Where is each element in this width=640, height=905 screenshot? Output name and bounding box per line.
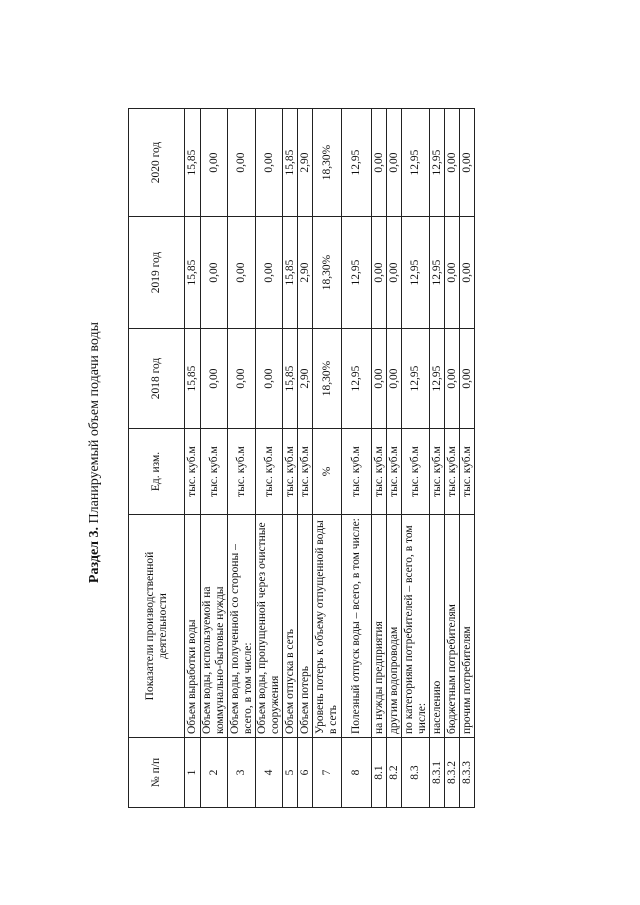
col-header-2018: 2018 год <box>129 329 185 429</box>
section-title-number: Раздел 3. <box>87 526 102 584</box>
row-number: 3 <box>228 738 256 808</box>
table-body <box>185 109 475 808</box>
row-value-2019: 2,90 <box>298 217 313 329</box>
row-number: 7 <box>313 738 342 808</box>
table-row <box>402 109 430 808</box>
row-value-2018: 0,00 <box>387 329 402 429</box>
row-value-2018: 0,00 <box>372 329 387 429</box>
table-row <box>228 109 256 808</box>
table-row <box>256 109 283 808</box>
row-value-2020: 12,95 <box>430 109 445 217</box>
col-header-name: Показатели производственной деятельности <box>129 515 185 738</box>
row-value-2018: 15,85 <box>185 329 201 429</box>
row-value-2018: 18,30% <box>313 329 342 429</box>
row-indicator-name: Уровень потерь к объему отпущенной воды в сеть <box>313 515 342 738</box>
row-value-2020: 0,00 <box>460 109 475 217</box>
table-row <box>185 109 201 808</box>
row-number: 8 <box>342 738 372 808</box>
row-value-2020: 2,90 <box>298 109 313 217</box>
row-value-2019: 15,85 <box>185 217 201 329</box>
row-indicator-name: населению <box>430 515 445 738</box>
row-indicator-name: Объем воды, используемой на коммунально-бытовые нужды <box>201 515 228 738</box>
table-row <box>430 109 445 808</box>
table-row <box>283 109 298 808</box>
row-value-2020: 0,00 <box>387 109 402 217</box>
row-value-2020: 12,95 <box>342 109 372 217</box>
row-unit: тыс. куб.м <box>430 429 445 515</box>
col-header-2019: 2019 год <box>129 217 185 329</box>
row-value-2020: 0,00 <box>445 109 460 217</box>
row-unit: тыс. куб.м <box>460 429 475 515</box>
row-unit: тыс. куб.м <box>387 429 402 515</box>
row-indicator-name: по категориям потребителей – всего, в том числе: <box>402 515 430 738</box>
table-header-row <box>129 109 185 808</box>
row-number: 8.1 <box>372 738 387 808</box>
row-value-2018: 12,95 <box>402 329 430 429</box>
row-unit: тыс. куб.м <box>228 429 256 515</box>
row-number: 1 <box>185 738 201 808</box>
row-value-2020: 0,00 <box>372 109 387 217</box>
row-indicator-name: Объем потерь <box>298 515 313 738</box>
row-indicator-name: на нужды предприятия <box>372 515 387 738</box>
row-number: 8.3.3 <box>460 738 475 808</box>
row-value-2020: 15,85 <box>283 109 298 217</box>
row-value-2020: 0,00 <box>201 109 228 217</box>
row-indicator-name: Объем отпуска в сеть <box>283 515 298 738</box>
row-indicator-name: другим водопроводам <box>387 515 402 738</box>
row-value-2018: 12,95 <box>342 329 372 429</box>
row-number: 8.3.1 <box>430 738 445 808</box>
row-indicator-name: Объем воды, пропущенной через очистные сооружения <box>256 515 283 738</box>
row-value-2019: 12,95 <box>402 217 430 329</box>
row-indicator-name: бюджетным потребителям <box>445 515 460 738</box>
row-value-2019: 18,30% <box>313 217 342 329</box>
row-number: 8.2 <box>387 738 402 808</box>
row-number: 5 <box>283 738 298 808</box>
section-title-text: Планируемый объем подачи воды <box>87 321 102 524</box>
row-number: 6 <box>298 738 313 808</box>
row-value-2020: 18,30% <box>313 109 342 217</box>
row-unit: тыс. куб.м <box>283 429 298 515</box>
row-value-2020: 12,95 <box>402 109 430 217</box>
col-header-unit: Ед. изм. <box>129 429 185 515</box>
row-value-2019: 15,85 <box>283 217 298 329</box>
row-indicator-name: Объем воды, полученной со стороны – всего, в том числе: <box>228 515 256 738</box>
table-row <box>298 109 313 808</box>
row-value-2019: 0,00 <box>445 217 460 329</box>
row-value-2018: 2,90 <box>298 329 313 429</box>
col-header-num: № п/п <box>129 738 185 808</box>
row-unit: тыс. куб.м <box>342 429 372 515</box>
row-value-2019: 0,00 <box>201 217 228 329</box>
row-indicator-name: прочим потребителям <box>460 515 475 738</box>
row-value-2018: 0,00 <box>460 329 475 429</box>
table-row <box>460 109 475 808</box>
row-number: 2 <box>201 738 228 808</box>
row-value-2020: 0,00 <box>228 109 256 217</box>
row-value-2019: 0,00 <box>387 217 402 329</box>
row-number: 4 <box>256 738 283 808</box>
table-row <box>342 109 372 808</box>
row-value-2020: 15,85 <box>185 109 201 217</box>
row-value-2018: 0,00 <box>445 329 460 429</box>
row-indicator-name: Объем выработки воды <box>185 515 201 738</box>
col-header-2020: 2020 год <box>129 109 185 217</box>
row-value-2018: 12,95 <box>430 329 445 429</box>
row-value-2019: 12,95 <box>430 217 445 329</box>
row-number: 8.3 <box>402 738 430 808</box>
row-value-2018: 15,85 <box>283 329 298 429</box>
row-number: 8.3.2 <box>445 738 460 808</box>
row-value-2018: 0,00 <box>256 329 283 429</box>
row-unit: тыс. куб.м <box>402 429 430 515</box>
row-value-2019: 0,00 <box>460 217 475 329</box>
row-value-2019: 0,00 <box>228 217 256 329</box>
row-unit: % <box>313 429 342 515</box>
row-unit: тыс. куб.м <box>298 429 313 515</box>
row-unit: тыс. куб.м <box>445 429 460 515</box>
row-value-2019: 0,00 <box>256 217 283 329</box>
row-indicator-name: Полезный отпуск воды – всего, в том числе: <box>342 515 372 738</box>
row-unit: тыс. куб.м <box>201 429 228 515</box>
table-row <box>313 109 342 808</box>
water-supply-table <box>128 108 475 808</box>
row-value-2018: 0,00 <box>228 329 256 429</box>
section-title <box>87 0 103 905</box>
row-unit: тыс. куб.м <box>185 429 201 515</box>
row-unit: тыс. куб.м <box>372 429 387 515</box>
table-row <box>201 109 228 808</box>
table-row <box>445 109 460 808</box>
row-unit: тыс. куб.м <box>256 429 283 515</box>
table-row <box>372 109 387 808</box>
row-value-2019: 12,95 <box>342 217 372 329</box>
row-value-2019: 0,00 <box>372 217 387 329</box>
row-value-2020: 0,00 <box>256 109 283 217</box>
row-value-2018: 0,00 <box>201 329 228 429</box>
table-row <box>387 109 402 808</box>
